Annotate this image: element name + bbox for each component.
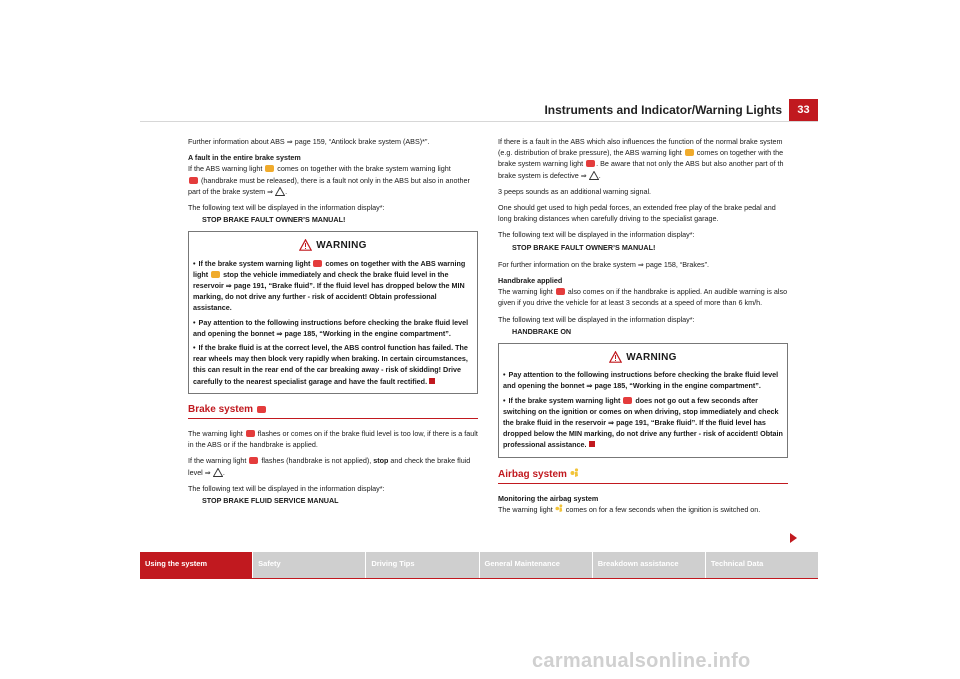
nav-tab-using-the-system[interactable]: Using the system [140, 552, 252, 578]
brake-warning-light-icon [313, 260, 322, 267]
warning-triangle-icon [299, 239, 312, 251]
subheading-handbrake: Handbrake applied [498, 276, 563, 286]
abs-fault-paragraph: If there is a fault in the ABS which also influences the function of the normal brake system (e.g. distribution of brake pressure), the ABS warning light comes on together with the brake system warning light . Be aware that not only the ABS but also another part of th brake system is defective ⇒ . [498, 137, 784, 180]
subheading-brake-fault: A fault in the entire brake system [188, 153, 301, 163]
nav-tab-safety[interactable]: Safety [253, 552, 365, 578]
handbrake-paragraph: The warning light also comes on if the handbrake is applied. An audible warning is also given if you drive the vehicle for at least 3 seconds at a speed of more than 6 km/h. [498, 287, 788, 308]
right-column [498, 136, 788, 520]
warning-title: WARNING [503, 351, 783, 363]
warning-box-right [498, 343, 788, 458]
beep-paragraph: 3 peeps sounds as an additional warning signal. [498, 186, 652, 196]
display-text-intro: The following text will be displayed in the information display*: [498, 230, 695, 240]
brakes-info-paragraph: For further information on the brake system ⇒ page 158, “Brakes”. [498, 259, 709, 269]
warning-triangle-icon [275, 187, 285, 196]
brake-warning-light-icon [586, 160, 595, 167]
footer-rule [140, 578, 818, 579]
nav-tab-technical-data[interactable]: Technical Data [706, 552, 818, 578]
nav-tab-driving-tips[interactable]: Driving Tips [366, 552, 478, 578]
pedal-force-paragraph: One should get used to high pedal forces, an extended free play of the brake pedal and long braking distances when carefully driving to the specialist garage. [498, 203, 776, 224]
left-column [188, 136, 478, 512]
chapter-nav-bar [140, 552, 818, 578]
display-text-intro: The following text will be displayed in the information display*: [188, 203, 385, 213]
display-text-intro: The following text will be displayed in the information display*: [498, 314, 695, 324]
section-rule [498, 483, 788, 484]
warning-triangle-icon [213, 468, 223, 477]
warning-title: WARNING [193, 239, 473, 251]
airbag-paragraph: The warning light comes on for a few seconds when the ignition is switched on. [498, 505, 761, 515]
warning-bullet: • Pay attention to the following instructions before checking the brake fluid level and opening the bonnet ⇒ page 185, “Working in the engine compartment”. [193, 317, 469, 338]
abs-info-paragraph: Further information about ABS ⇒ page 159, “Antilock brake system (ABS)*”. [188, 137, 430, 146]
display-text-intro: The following text will be displayed in the information display*: [188, 483, 385, 493]
subheading-monitoring-airbag: Monitoring the airbag system [498, 493, 599, 503]
warning-triangle-icon [589, 171, 599, 180]
brake-stop-paragraph: If the warning light flashes (handbrake is not applied), stop and check the brake fluid level ⇒ . [188, 456, 471, 477]
watermark: carmanualsonline.info [532, 650, 751, 672]
abs-warning-light-icon [265, 165, 274, 172]
link-page-185[interactable]: page 185, “Working in the engine compartment”. [592, 381, 761, 391]
display-message-brake-fault: STOP BRAKE FAULT OWNER’S MANUAL! [512, 242, 656, 252]
brake-warning-light-icon [556, 288, 565, 295]
warning-bullet: • Pay attention to the following instructions before checking the brake fluid level and opening the bonnet ⇒ page 185, “Working in the engine compartment”. [503, 370, 779, 391]
warning-box-left [188, 231, 478, 393]
display-message-handbrake: HANDBRAKE ON [512, 326, 572, 336]
page-header-title: Instruments and Indicator/Warning Lights [544, 103, 782, 117]
brake-system-paragraph: The warning light flashes or comes on if the brake fluid level is too low, if there is a fault in the ABS or if the handbrake is applied. [188, 429, 478, 450]
nav-tab-breakdown-assistance[interactable]: Breakdown assistance [593, 552, 705, 578]
display-message-brake-fault: STOP BRAKE FAULT OWNER’S MANUAL! [202, 215, 346, 225]
link-page-191[interactable]: page 191, “Brake fluid”. If the fluid level has dropped below the MIN marking, do not drive any further - risk of accident! Obtain professional assistance. [193, 281, 465, 313]
brake-warning-light-icon [623, 397, 632, 404]
warning-bullet: • If the brake system warning light does not go out a few seconds after switching on the ignition or comes on when driving, stop immediately and check the brake fluid in the reservoir ⇒ page 191, “Brake fluid”. If the fluid level has dropped below the MIN marking, do not drive any further - risk of accident! Obtain professional assistance. [503, 395, 783, 450]
display-message-brake-fluid: STOP BRAKE FLUID SERVICE MANUAL [202, 496, 339, 506]
brake-warning-light-icon [246, 430, 255, 437]
page-number: 33 [789, 99, 818, 121]
link-page-159[interactable]: page 159, “Antilock brake system (ABS)*”. [292, 137, 430, 146]
warning-bullet: • If the brake system warning light comes on together with the ABS warning light stop the vehicle immediately and check the brake fluid level in the reservoir ⇒ page 191, “Brake fluid”. If the fluid level has dropped below the MIN marking, do not drive any further - risk of accident! Obtain professional assistance. [193, 258, 466, 313]
nav-tab-general-maintenance[interactable]: General Maintenance [480, 552, 592, 578]
brake-warning-light-icon [257, 406, 266, 413]
brake-fault-paragraph: If the ABS warning light comes on together with the brake system warning light (handbrake must be released), there is a fault not only in the ABS but also in another part of the brake system ⇒ . [188, 164, 470, 196]
section-heading-airbag-system: Airbag system [498, 468, 788, 480]
abs-warning-light-icon [211, 271, 220, 278]
abs-warning-light-icon [685, 149, 694, 156]
link-page-158[interactable]: page 158, “Brakes”. [643, 259, 709, 269]
link-page-191[interactable]: page 191, “Brake fluid”. If the fluid level has dropped below the MIN marking, do not drive any further - risk of accident! Obtain professional assistance. [503, 418, 783, 450]
warning-triangle-icon [609, 351, 622, 363]
section-end-marker [589, 441, 595, 447]
brake-warning-light-icon [249, 457, 258, 464]
airbag-warning-light-icon [570, 468, 580, 478]
brake-warning-light-icon [189, 177, 198, 184]
header-rule [140, 121, 818, 122]
section-end-marker [429, 378, 435, 384]
section-rule [188, 418, 478, 419]
continue-next-page-arrow-icon [790, 533, 797, 543]
airbag-warning-light-icon [555, 504, 564, 513]
link-page-185[interactable]: page 185, “Working in the engine compartment”. [282, 328, 451, 338]
section-heading-brake-system: Brake system [188, 404, 478, 415]
warning-bullet: • If the brake fluid is at the correct level, the ABS control function has failed. The rear wheels may then block very rapidly when braking. In certain circumstances, this can result in the rear end of the car breaking away - risk of skidding! Drive carefully to the nearest specialist garage and have the fault rectified. [193, 343, 468, 386]
